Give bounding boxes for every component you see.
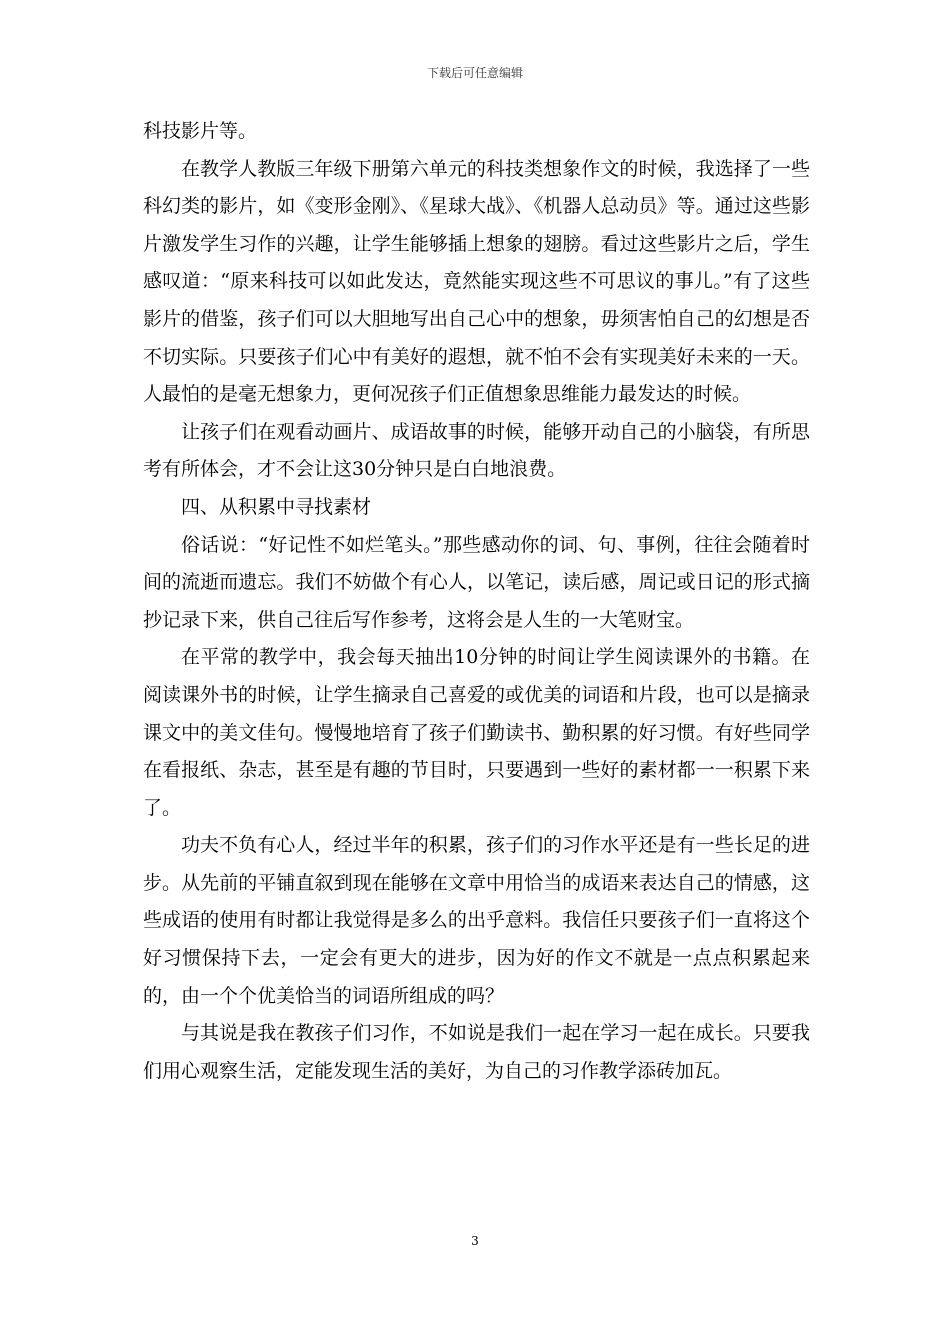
document-body bbox=[143, 113, 810, 1090]
paragraph: 功夫不负有心人，经过半年的积累，孩子们的习作水平还是有一些长足的进步。从先前的平铺直叙到现在能够在文章中用恰当的成语来表达自己的情感，这些成语的使用有时都让我觉得是多么的出乎意料。我信任只要孩子们一直将这个好习惯保持下去，一定会有更大的进步，因为好的作文不就是一点点积累起来的，由一个个优美恰当的词语所组成的吗？ bbox=[143, 834, 810, 1007]
paragraph: 与其说是我在教孩子们习作，不如说是我们一起在学习一起在成长。只要我们用心观察生活，定能发现生活的美好，为自己的习作教学添砖加瓦。 bbox=[143, 1022, 810, 1082]
paragraph: 科技影片等。 bbox=[143, 120, 258, 142]
paragraph: 俗话说：“好记性不如烂笔头。”那些感动你的词、句、事例，往往会随着时间的流逝而遗忘。我们不妨做个有心人，以笔记，读后感，周记或日记的形式摘抄记录下来，供自己往后写作参考，这将会是人生的一大笔财宝。 bbox=[143, 533, 810, 631]
paragraph: 在平常的教学中，我会每天抽出10分钟的时间让学生阅读课外的书籍。在阅读课外书的时候，让学生摘录自己喜爱的或优美的词语和片段，也可以是摘录课文中的美文佳句。慢慢地培育了孩子们勤读书、勤积累的好习惯。有好些同学在看报纸、杂志，甚至是有趣的节目时，只要遇到一些好的素材都一一积累下来了。 bbox=[143, 646, 810, 819]
page-number: 3 bbox=[471, 1234, 479, 1248]
paragraph: 让孩子们在观看动画片、成语故事的时候，能够开动自己的小脑袋，有所思考有所体会，才不会让这30分钟只是白白地浪费。 bbox=[143, 420, 810, 481]
paragraph: 在教学人教版三年级下册第六单元的科技类想象作文的时候，我选择了一些科幻类的影片，如《变形金刚》、《星球大战》、《机器人总动员》等。通过这些影片激发学生习作的兴趣，让学生能够插上想象的翅膀。看过这些影片之后，学生感叹道：“原来科技可以如此发达，竟然能实现这些不可思议的事儿。”有了这些影片的借鉴，孩子们可以大胆地写出自己心中的想象，毋须害怕自己的幻想是否不切实际。只要孩子们心中有美好的遐想，就不怕不会有实现美好未来的一天。人最怕的是毫无想象力，更何况孩子们正值想象思维能力最发达的时候。 bbox=[143, 157, 810, 406]
section-heading: 四、从积累中寻找素材 bbox=[181, 495, 372, 518]
page-header: 下载后可任意编辑 bbox=[426, 66, 523, 80]
